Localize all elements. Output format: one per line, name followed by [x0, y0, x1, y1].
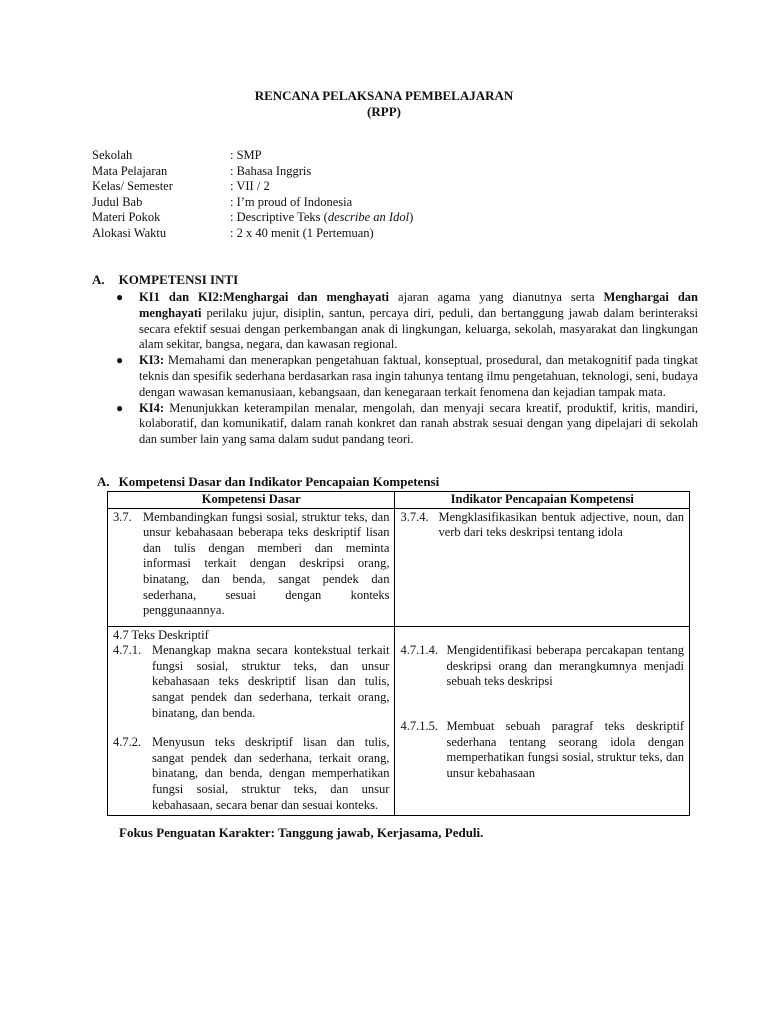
info-value: : VII / 2 [230, 179, 270, 194]
section-heading-kompetensi-inti [92, 272, 238, 288]
info-label: Mata Pelajaran [92, 163, 168, 178]
item-text: Mengidentifikasi beberapa percakapan tentang deskripsi orang dan merangkumnya menjadi sebuah teks deskripsi [446, 643, 684, 689]
indicator-item [400, 719, 684, 781]
item-text: Menangkap makna secara kontekstual terkait fungsi sosial, struktur teks, dan unsur kebahasaan teks deskriptif lisan dan tulis, sangat pendek dan sederhana, terkait orang, binatang, dan benda. [152, 643, 390, 720]
info-row-mata-pelajaran [92, 164, 413, 180]
item-text: Mengklasifikasikan bentuk adjective, noun, dan verb dari teks deskripsi tentang idola [438, 509, 684, 540]
info-value: : 2 x 40 menit (1 Pertemuan) [230, 225, 374, 240]
table-cell-indicator [395, 626, 690, 816]
table-cell-indicator [395, 508, 690, 626]
indicator-item [400, 510, 684, 541]
fokus-penguatan-karakter: Fokus Penguatan Karakter: Tanggung jawab, Kerjasama, Peduli. [119, 825, 484, 840]
item-number: 4.7.1.5. [400, 718, 438, 733]
table-row [108, 508, 690, 626]
kompetensi-inti-list [114, 290, 698, 448]
info-label: Sekolah [92, 148, 133, 162]
info-value: : I’m proud of Indonesia [230, 194, 353, 209]
item-number: 4.7.1.4. [400, 643, 438, 658]
ki-emphasis: Menghargai dan menghayati [139, 290, 698, 320]
info-label: Alokasi Waktu [92, 225, 167, 240]
item-number: 3.7.4. [400, 509, 429, 524]
info-row-materi-pokok [92, 210, 413, 226]
item-text: Membuat sebuah paragraf teks deskriptif sederhana tentang seorang idola dengan memperhatikan fungsi sosial, struktur teks, dan unsur kebahasaan [446, 718, 684, 780]
info-row-alokasi-waktu [92, 226, 413, 242]
list-item-ki1-ki2 [114, 290, 698, 353]
table-cell-kd [108, 626, 395, 816]
table-cell-kd [108, 508, 395, 626]
info-row-sekolah [92, 148, 413, 164]
info-value: : Bahasa Inggris [230, 163, 312, 178]
section-title: Kompetensi Dasar dan Indikator Pencapaian Kompetensi [118, 474, 440, 489]
bullet-icon: ● [116, 353, 124, 368]
info-value [230, 210, 413, 226]
info-row-kelas-semester [92, 179, 413, 195]
info-label: Materi Pokok [92, 210, 161, 225]
info-value-post: ) [409, 210, 414, 225]
info-value-pre: : Descriptive Teks ( [230, 210, 328, 225]
ki-label: KI1 dan KI2:Menghargai dan menghayati [139, 290, 390, 304]
section-letter: A. [97, 474, 110, 489]
column-header-kompetensi-dasar: Kompetensi Dasar [108, 492, 395, 509]
ki-text: Memahami dan menerapkan pengetahuan faktual, konseptual, prosedural, dan metakognitif pada tingkat teknis dan spesifik sederhana berdasarkan rasa ingin tahunya tentang ilmu pengetahuan, teknologi, seni, budaya dengan wawasan kemanusiaan, kebangsaan, dan kenegaraan terkait fenomena dan kejadian tampak mata. [139, 353, 698, 399]
kd-item [113, 735, 389, 813]
info-label: Judul Bab [92, 194, 143, 209]
kd-item [113, 643, 389, 721]
kd-item [113, 510, 389, 619]
table-header-row [108, 492, 690, 509]
identity-block [92, 148, 413, 242]
bullet-icon: ● [116, 290, 124, 304]
list-item-ki3 [114, 353, 698, 400]
ki-label: KI4: [139, 400, 164, 415]
item-text: Menyusun teks deskriptif lisan dan tulis, sangat pendek dan sederhana, terkait orang, binatang, dan benda, dengan memperhatikan fungsi sosial, struktur teks, dan unsur kebahasaan, secara benar dan sesuai konteks. [152, 735, 390, 812]
kd-subheading: 4.7 Teks Deskriptif [113, 627, 209, 642]
item-number: 3.7. [113, 509, 132, 524]
document-subtitle: (RPP) [367, 104, 401, 119]
table-row [108, 626, 690, 816]
list-item-ki4 [114, 401, 698, 448]
item-text: Membandingkan fungsi sosial, struktur teks, dan unsur kebahasaan beberapa teks deskriptif lisan dan tulis dengan memberi dan meminta informasi terkait dengan deskripsi orang, binatang, dan benda, sangat pendek dan sederhana, sesuai dengan konteks penggunaannya. [143, 509, 390, 618]
ki-text: Menunjukkan keterampilan menalar, mengolah, dan menyaji secara kreatif, produktif, kritis, mandiri, kolaboratif, dan komunikatif, dalam ranah konkret dan ranah abstrak sesuai dengan yang dipelajari di sekolah dan sumber lain yang sama dalam sudut pandang teori. [139, 400, 698, 447]
info-value-italic: describe an Idol [327, 210, 410, 225]
section-title: KOMPETENSI INTI [118, 272, 239, 287]
info-row-judul-bab [92, 195, 413, 211]
column-header-indikator: Indikator Pencapaian Kompetensi [395, 492, 690, 509]
info-value: : SMP [230, 148, 262, 162]
ki-text: perilaku jujur, disiplin, santun, percaya diri, peduli, dan bertanggung jawab dalam berinteraksi secara efektif sesuai dengan perkembangan anak di lingkungan, keluarga, sekolah, masyarakat dan lingkungan alam sekitar, bangsa, negara, dan kawasan regional. [139, 305, 698, 352]
ki-text: ajaran agama yang dianutnya serta [389, 290, 604, 304]
item-number: 4.7.1. [113, 643, 142, 658]
indicator-item [400, 643, 684, 690]
kd-indicator-table [107, 491, 690, 816]
document-title: RENCANA PELAKSANA PEMBELAJARAN [254, 88, 514, 103]
bullet-icon: ● [116, 400, 124, 415]
item-number: 4.7.2. [113, 735, 142, 750]
info-label: Kelas/ Semester [92, 179, 173, 194]
ki-label: KI3: [139, 353, 164, 368]
section-letter: A. [92, 272, 105, 287]
section-heading-kompetensi-dasar [97, 474, 439, 490]
